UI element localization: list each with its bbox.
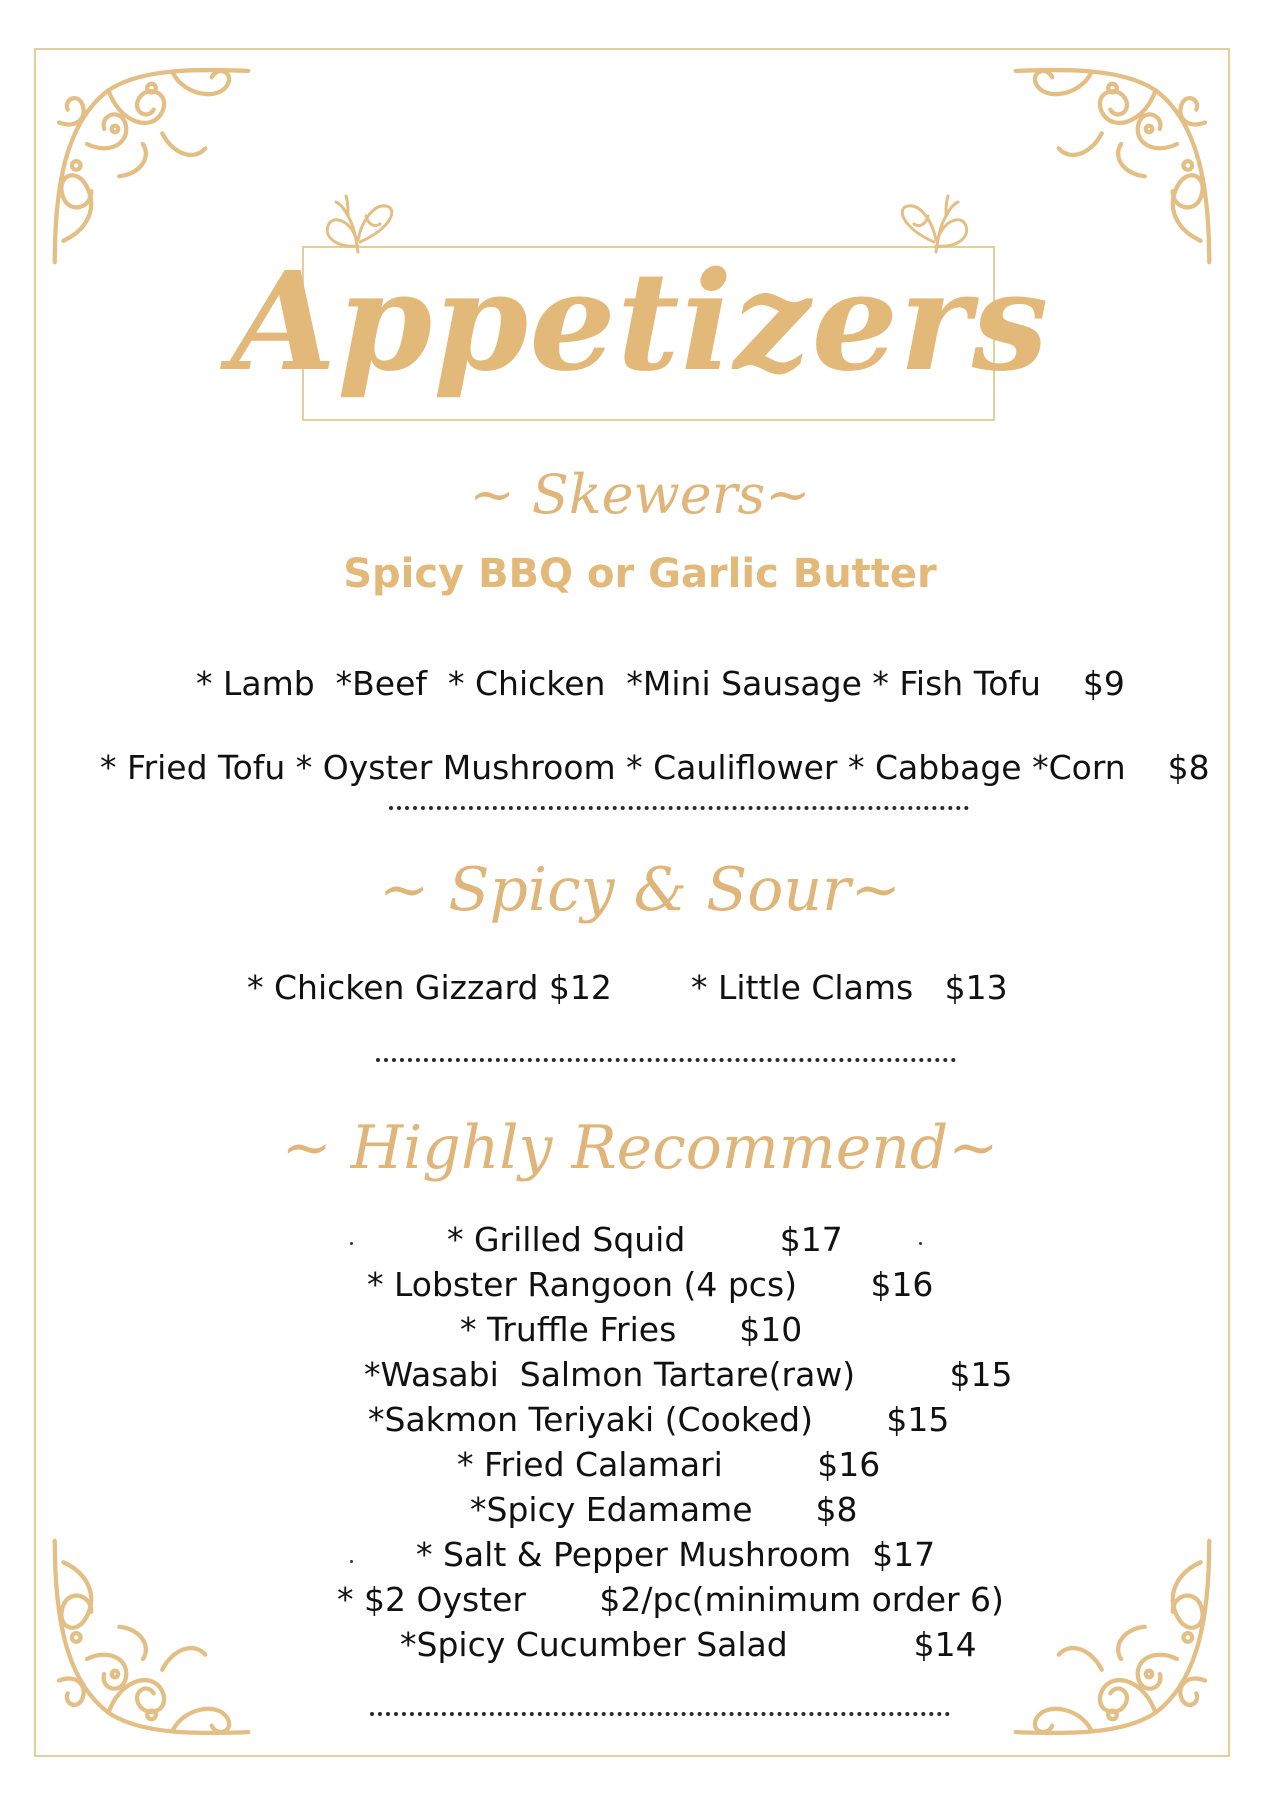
menu-item: *Spicy Cucumber Salad $14 bbox=[400, 1625, 977, 1664]
dotted-divider bbox=[376, 1058, 956, 1062]
skewers-line: * Fried Tofu * Oyster Mushroom * Cauliflower * Cabbage *Corn $8 bbox=[100, 748, 1210, 787]
filigree-corner-icon bbox=[1005, 1530, 1220, 1745]
dotted-divider bbox=[370, 1712, 950, 1716]
stray-dot bbox=[350, 1560, 353, 1563]
page-title: Appetizers bbox=[230, 242, 1050, 402]
menu-item: * Fried Calamari $16 bbox=[457, 1445, 881, 1484]
skewers-heading: ~ Skewers~ bbox=[469, 463, 811, 526]
menu-item: *Sakmon Teriyaki (Cooked) $15 bbox=[368, 1400, 950, 1439]
dotted-divider bbox=[389, 806, 969, 810]
menu-item: * Chicken Gizzard $12 bbox=[247, 968, 612, 1007]
menu-item: * Truffle Fries $10 bbox=[460, 1310, 803, 1349]
skewers-subheading: Spicy BBQ or Garlic Butter bbox=[343, 551, 937, 597]
menu-item: *Spicy Edamame $8 bbox=[470, 1490, 858, 1529]
skewers-line: * Lamb *Beef * Chicken *Mini Sausage * Fish Tofu $9 bbox=[196, 664, 1125, 703]
menu-item: * Salt & Pepper Mushroom $17 bbox=[416, 1535, 936, 1574]
highly-recommend-heading: ~ Highly Recommend~ bbox=[281, 1113, 999, 1183]
stray-dot bbox=[350, 1242, 353, 1245]
spicy-sour-heading: ~ Spicy & Sour~ bbox=[379, 855, 901, 925]
menu-item: * Little Clams $13 bbox=[691, 968, 1008, 1007]
stray-dot bbox=[919, 1242, 922, 1245]
menu-item: *Wasabi Salmon Tartare(raw) $15 bbox=[364, 1355, 1013, 1394]
filigree-corner-icon bbox=[44, 1530, 259, 1745]
menu-item: * Lobster Rangoon (4 pcs) $16 bbox=[367, 1265, 934, 1304]
menu-item: * $2 Oyster $2/pc(minimum order 6) bbox=[337, 1580, 1004, 1619]
menu-item: * Grilled Squid $17 bbox=[447, 1220, 843, 1259]
